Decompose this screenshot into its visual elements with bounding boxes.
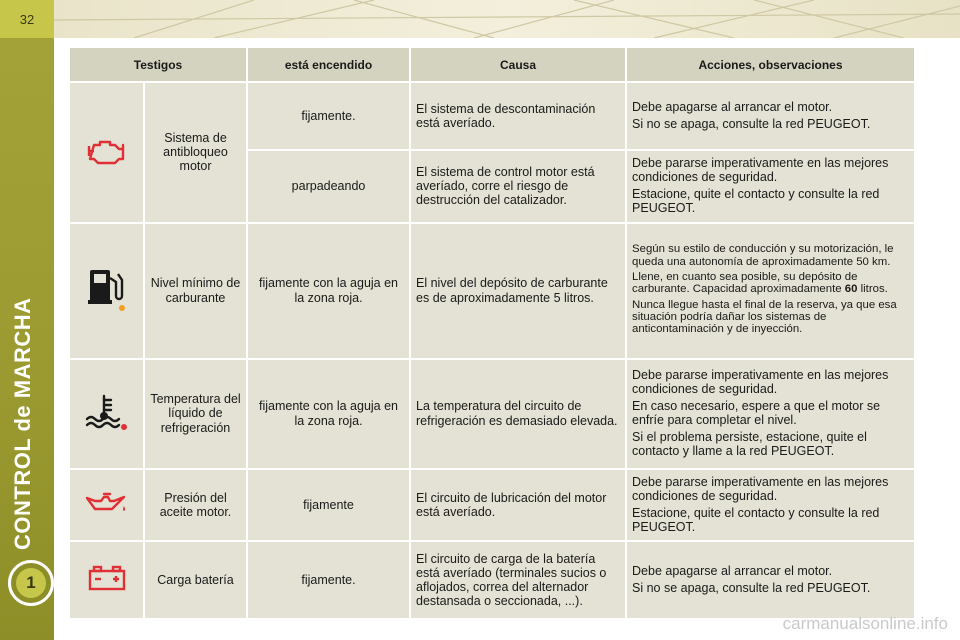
battery-icon (69, 541, 144, 619)
warning-lights-table (68, 46, 916, 620)
action-text: Según su estilo de conducción y su motorización, le queda una autonomía de aproximadamente 50 km. (632, 243, 894, 268)
action-text: Estacione, quite el contacto y consulte la red PEUGEOT. (632, 187, 880, 216)
light-name-coolant: Temperatura del líquido de refrigeración (144, 359, 247, 469)
capacity-unit: litros. (857, 283, 888, 296)
action-text (632, 271, 909, 296)
action-text: Si el problema persiste, estacione, quite el contacto y llame a la red PEUGEOT. (632, 430, 867, 459)
actions-cell (626, 541, 915, 619)
cause-text: El sistema de control motor está averíado, corre el riesgo de destrucción del catalizador. (410, 150, 626, 223)
light-name-fuel: Nivel mínimo de carburante (144, 223, 247, 359)
cause-text: El sistema de descontaminación está averíado. (410, 82, 626, 150)
actions-cell (626, 359, 915, 469)
table-row (69, 82, 915, 150)
decorative-lines (54, 0, 960, 38)
state-text: fijamente. (247, 82, 410, 150)
actions-cell (626, 469, 915, 542)
engine-check-icon (69, 82, 144, 223)
watermark: carmanualsonline.info (782, 614, 948, 633)
header-testigos: Testigos (69, 47, 247, 82)
actions-cell (626, 150, 915, 223)
page-number: 32 (0, 0, 54, 38)
light-name-engine: Sistema de antibloqueo motor (144, 82, 247, 223)
light-name-battery: Carga batería (144, 541, 247, 619)
cause-text: El nivel del depósito de carburante es de aproximadamente 5 litros. (410, 223, 626, 359)
actions-cell (626, 82, 915, 150)
coolant-temperature-icon (69, 359, 144, 469)
header-acciones: Acciones, observaciones (626, 47, 915, 82)
chapter-number: 1 (16, 568, 46, 598)
state-text: fijamente. (247, 541, 410, 619)
state-text: fijamente con la aguja en la zona roja. (247, 359, 410, 469)
action-text: Debe pararse imperativamente en las mejores condiciones de seguridad. (632, 367, 889, 396)
table-row (69, 469, 915, 542)
cause-text: El circuito de carga de la batería está averíado (terminales sucios o aflojados, correa del alternador destansada o seccionada, ...). (410, 541, 626, 619)
action-text: Nunca llegue hasta el final de la reserva, ya que esa situación podría dañar los sistemas de anticontaminación y de inyección. (632, 298, 897, 336)
action-text: Si no se apaga, consulte la red PEUGEOT. (632, 581, 871, 595)
actions-cell (626, 223, 915, 359)
state-text: fijamente con la aguja en la zona roja. (247, 223, 410, 359)
cause-text: La temperatura del circuito de refrigeración es demasiado elevada. (410, 359, 626, 469)
action-text: Debe pararse imperativamente en las mejores condiciones de seguridad. (632, 156, 889, 185)
action-text: Debe apagarse al arrancar el motor. (632, 99, 833, 114)
header-causa: Causa (410, 47, 626, 82)
table-row (69, 359, 915, 469)
action-text: Debe apagarse al arrancar el motor. (632, 563, 833, 578)
light-name-oil: Presión del aceite motor. (144, 469, 247, 542)
header-encendido: está encendido (247, 47, 410, 82)
cause-text: El circuito de lubricación del motor está averíado. (410, 469, 626, 542)
state-text: parpadeando (247, 150, 410, 223)
capacity-value: 60 (844, 283, 858, 296)
action-text: En caso necesario, espere a que el motor se enfríe para completar el nivel. (632, 398, 881, 427)
state-text: fijamente (247, 469, 410, 542)
decorative-header-band (54, 0, 960, 38)
section-title: CONTROL de MARCHA (10, 297, 35, 550)
action-text: Estacione, quite el contacto y consulte la red PEUGEOT. (632, 505, 880, 534)
table-header-row (69, 47, 915, 82)
action-text: Si no se apaga, consulte la red PEUGEOT. (632, 117, 871, 131)
fuel-pump-icon (69, 223, 144, 359)
table-row (69, 541, 915, 619)
oil-can-icon (69, 469, 144, 542)
action-text-capacity: Llene, en cuanto sea posible, su depósito de carburante. Capacidad aproximadamente (632, 271, 858, 296)
action-text: Debe pararse imperativamente en las mejores condiciones de seguridad. (632, 474, 889, 503)
chapter-badge (8, 560, 54, 606)
table-row (69, 223, 915, 359)
